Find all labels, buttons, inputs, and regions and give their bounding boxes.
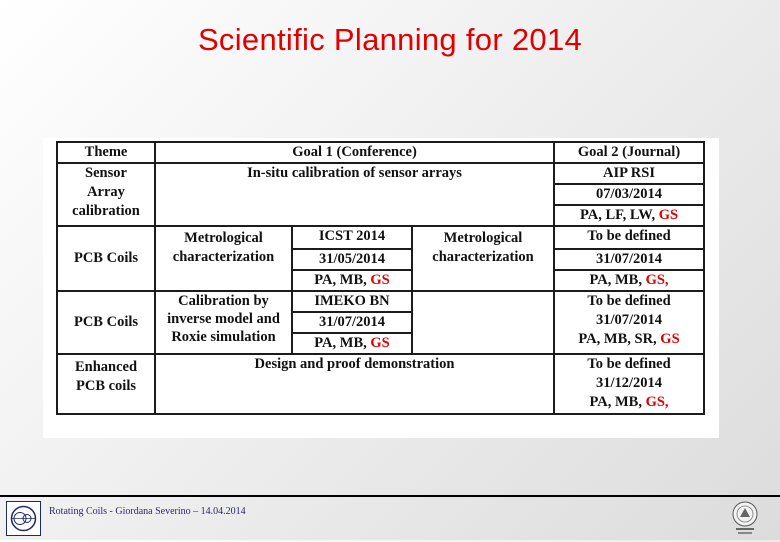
table-row (57, 354, 704, 414)
university-seal-icon (730, 500, 760, 537)
row3-goal1-authors: PA, MB, GS (292, 333, 412, 354)
row4-theme: Enhanced PCB coils (57, 354, 155, 414)
row3-theme: PCB Coils (57, 291, 155, 354)
cern-logo-icon (6, 501, 41, 536)
row4-goal2: To be defined 31/12/2014 PA, MB, GS, (554, 354, 704, 414)
row2-goal2-venue: To be defined (554, 226, 704, 249)
slide-title: Scientific Planning for 2014 (197, 22, 583, 57)
row3-goal1-venue: IMEKO BN (292, 291, 412, 312)
header-theme: Theme (57, 142, 155, 163)
row2-goal2-date: 31/07/2014 (554, 249, 704, 270)
row1-goal2-authors: PA, LF, LW, GS (554, 205, 704, 226)
table-header-row (57, 142, 704, 163)
row3-goal1-date: 31/07/2014 (292, 312, 412, 333)
table-row (57, 163, 704, 184)
footer-divider (0, 495, 780, 497)
row2-goal1-left: Metrological characterization (155, 226, 292, 291)
row1-goal2-venue: AIP RSI (554, 163, 704, 184)
planning-table (56, 141, 705, 415)
header-goal2: Goal 2 (Journal) (554, 142, 704, 163)
row1-theme: Sensor Array calibration (57, 163, 155, 226)
table-row (57, 291, 704, 312)
row2-goal1-date: 31/05/2014 (292, 249, 412, 270)
row3-goal1-empty (412, 291, 554, 354)
row3-goal2: To be defined 31/07/2014 PA, MB, SR, GS (554, 291, 704, 354)
row3-goal1-left: Calibration by inverse model and Roxie simulation (155, 291, 292, 354)
footer-text: Rotating Coils - Giordana Severino – 14.04.2014 (49, 506, 246, 517)
row1-goal1: In-situ calibration of sensor arrays (155, 163, 554, 226)
row2-goal2-authors: PA, MB, GS, (554, 270, 704, 291)
row2-theme: PCB Coils (57, 226, 155, 291)
planning-table-panel (43, 138, 719, 438)
row2-goal1-venue: ICST 2014 (292, 226, 412, 249)
row1-goal2-date: 07/03/2014 (554, 184, 704, 205)
table-row (57, 226, 704, 249)
row2-goal1-authors: PA, MB, GS (292, 270, 412, 291)
header-goal1: Goal 1 (Conference) (155, 142, 554, 163)
row2-goal1-right: Metrological characterization (412, 226, 554, 291)
row4-goal1: Design and proof demonstration (155, 354, 554, 414)
